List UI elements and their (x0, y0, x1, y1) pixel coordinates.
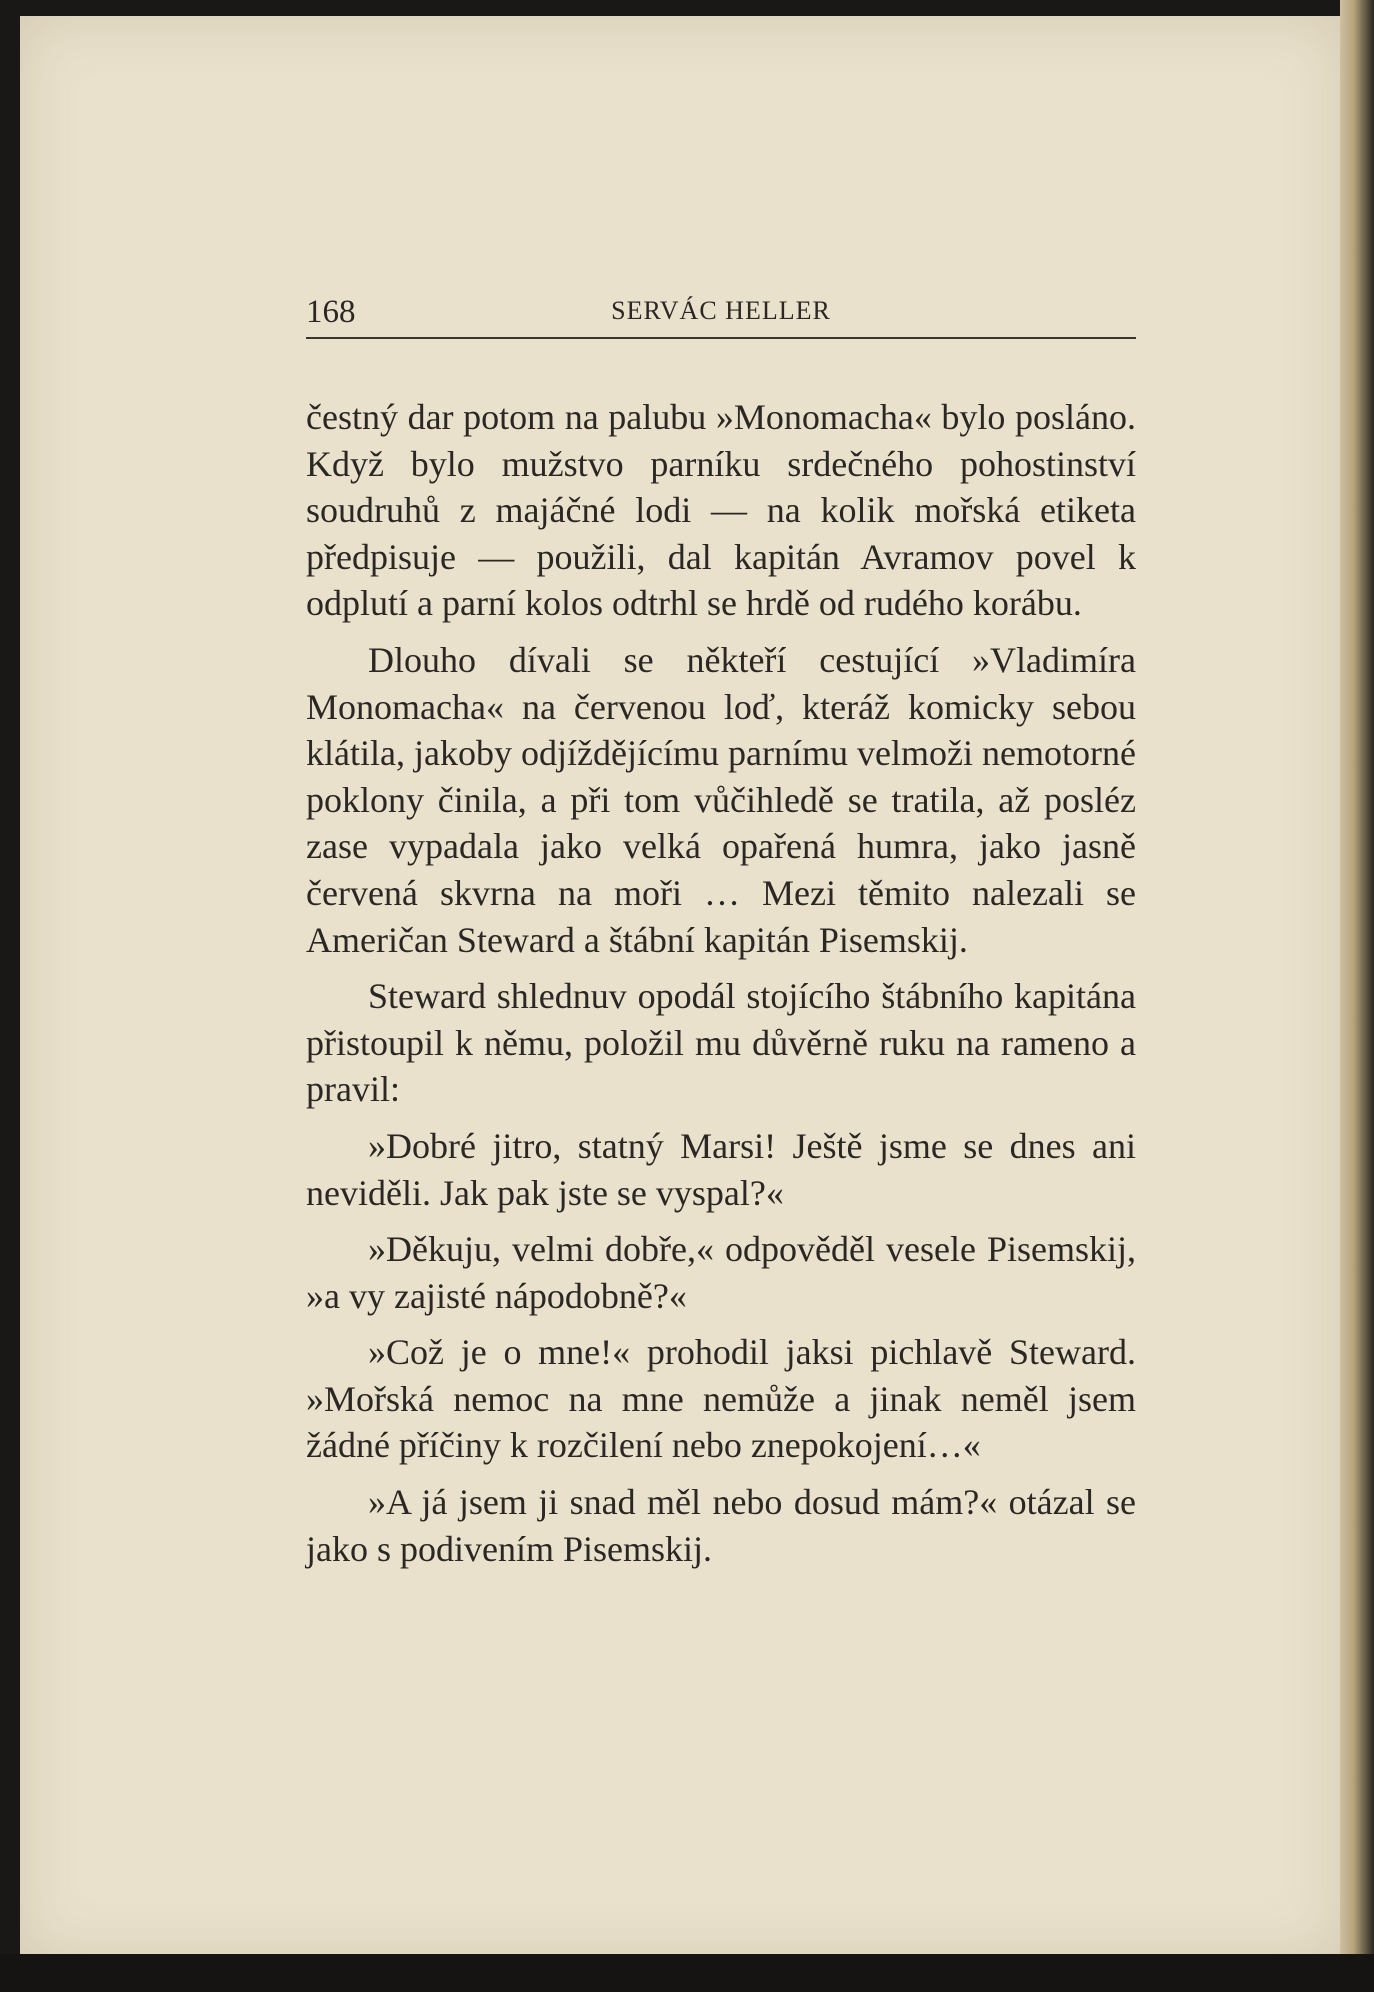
page-header (306, 288, 1136, 338)
page-edge (1340, 0, 1374, 1992)
running-title: SERVÁC HELLER (611, 296, 831, 325)
paragraph-1: čestný dar potom na palubu »Monomacha« bylo posláno. Když bylo mužstvo parníku srdečného pohostinství soudruhů z majáčné lodi — na kolik mořská etiketa předpisuje — použili, dal kapitán Avramov povel k odplutí a parní kolos odtrhl se hrdě od rudého korábu. (306, 397, 1136, 624)
page-number: 168 (306, 294, 356, 330)
paragraph-7: »A já jsem ji snad měl nebo dosud mám?« otázal se jako s podivením Pisemskij. (306, 1482, 1136, 1569)
paragraph-5: »Děkuju, velmi dobře,« odpověděl vesele Pisemskij, »a vy zajisté nápodobně?« (306, 1229, 1136, 1316)
paragraph-3: Steward shlednuv opodál stojícího štábního kapitána přistoupil k němu, položil mu důvěrně ruku na rameno a pravil: (306, 976, 1136, 1110)
page-bottom-shadow (0, 1954, 1374, 1992)
paragraph-2: Dlouho dívali se někteří cestující »Vladimíra Monomacha« na červenou loď, kteráž komicky sebou klátila, jakoby odjíždějícímu parnímu velmoži nemotorné poklony činila, a při tom vůčihledě se tratila, až posléz zase vypadala jako velká opařená humra, jako jasně červená skvrna na moři … Mezi těmito nalezali se Američan Steward a štábní kapitán Pisemskij. (306, 639, 1136, 960)
body-text (306, 394, 1136, 1582)
paragraph-6: »Což je o mne!« prohodil jaksi pichlavě Steward. »Mořská nemoc na mne nemůže a jinak neměl jsem žádné příčiny k rozčilení nebo znepokojení…« (306, 1332, 1136, 1466)
header-rule (306, 337, 1136, 339)
paragraph-4: »Dobré jitro, statný Marsi! Ještě jsme se dnes ani neviděli. Jak pak jste se vyspal?« (306, 1125, 1136, 1213)
